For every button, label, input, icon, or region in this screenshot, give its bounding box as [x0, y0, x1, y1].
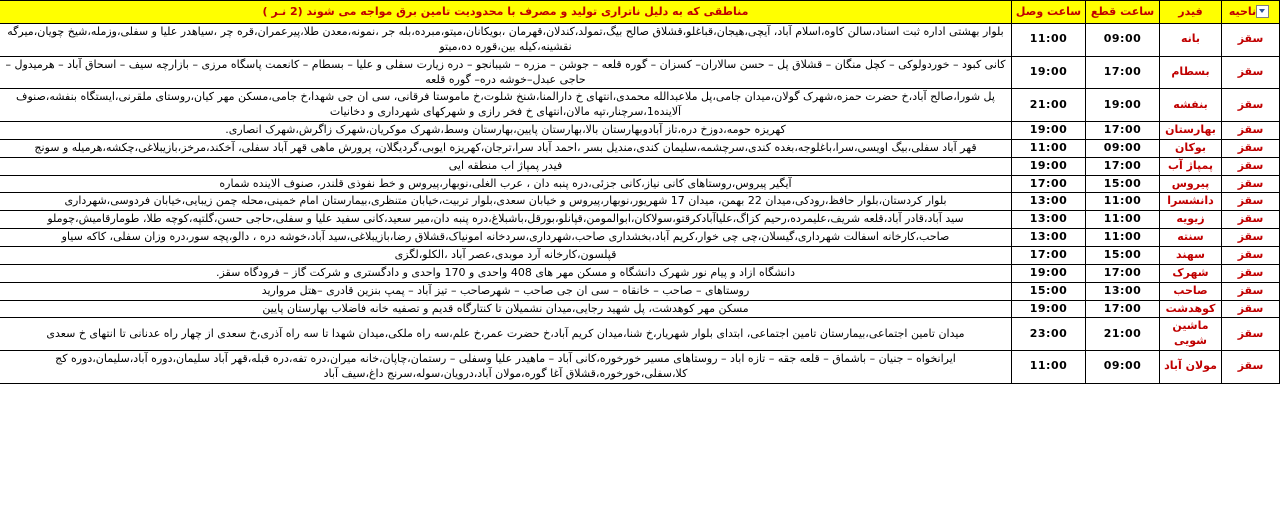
cell-off-time: 11:00	[1086, 193, 1160, 211]
cell-on-time: 17:00	[1012, 246, 1086, 264]
cell-areas: فیدر پمپاژ اب منطقه ایی	[0, 157, 1012, 175]
cell-feeder: دانشسرا	[1160, 193, 1222, 211]
cell-areas: صاحب،کارخانه اسفالت شهرداری،گیسلان،چی چی خوار،کریم آباد،بخشداری صاحب،شهرداری،سردخانه امونیاک،قشلاق رضا،بازیبلاغی،سید آباد،خوشه دره ، دالو،پچه سور،دره وزان سفلی، کاکه سیاو	[0, 229, 1012, 247]
cell-zone: سقز	[1222, 89, 1280, 122]
cell-areas: مسکن مهر کوهدشت، پل شهید رجایی،میدان نشمیلان تا کنتارگاه قدیم و تصفیه خانه فاضلاب بهارستان پایین	[0, 300, 1012, 318]
table-row	[0, 351, 1280, 384]
cell-zone: سقز	[1222, 193, 1280, 211]
table-row	[0, 282, 1280, 300]
cell-off-time: 11:00	[1086, 211, 1160, 229]
cell-feeder: شهرک	[1160, 264, 1222, 282]
cell-on-time: 19:00	[1012, 157, 1086, 175]
cell-zone: سقز	[1222, 175, 1280, 193]
cell-off-time: 15:00	[1086, 175, 1160, 193]
table-row	[0, 193, 1280, 211]
cell-on-time: 17:00	[1012, 175, 1086, 193]
table-row	[0, 246, 1280, 264]
table-row	[0, 122, 1280, 140]
cell-on-time: 11:00	[1012, 351, 1086, 384]
cell-feeder: کوهدشت	[1160, 300, 1222, 318]
table-body	[0, 24, 1280, 384]
table-row	[0, 264, 1280, 282]
table-row	[0, 318, 1280, 351]
cell-feeder: زیویه	[1160, 211, 1222, 229]
cell-on-time: 19:00	[1012, 264, 1086, 282]
cell-zone: سقز	[1222, 318, 1280, 351]
cell-off-time: 17:00	[1086, 300, 1160, 318]
cell-zone: سقز	[1222, 122, 1280, 140]
cell-areas: روستاهای – صاحب – خانقاه – سی ان جی صاحب – شهرصاحب – تیز آباد – پمپ بنزین قادری –هتل مروارید	[0, 282, 1012, 300]
cell-off-time: 09:00	[1086, 351, 1160, 384]
cell-on-time: 11:00	[1012, 139, 1086, 157]
table-row	[0, 211, 1280, 229]
cell-areas: پل شورا،صالح آباد،خ حضرت حمزه،شهرک گولان،میدان جامی،پل ملاعبدالله محمدی،انتهای خ دارالمنا،شنخ شلوت،خ ماموستا فرقانی، سی ان جی شهدا،خ جامی،مسکن مهر کیان،روستای ملقرنی،ایستگاه بنفشه،صنوف آلاینده1،سرچنار،تپه مالان،انتهای خ فخر رازی و شهرکهای شهرداری و دخانیات	[0, 89, 1012, 122]
cell-feeder: بوکان	[1160, 139, 1222, 157]
cell-feeder: بسطام	[1160, 56, 1222, 89]
cell-off-time: 17:00	[1086, 264, 1160, 282]
cell-zone: سقز	[1222, 300, 1280, 318]
cell-areas: کهریزه حومه،دوزخ دره،تاز آبادوبهارستان بالا،بهارستان پایین،بهارستان وسط،شهرک موکریان،شهرک زاگرش،شهرک انصاری.	[0, 122, 1012, 140]
cell-off-time: 17:00	[1086, 56, 1160, 89]
cell-off-time: 09:00	[1086, 24, 1160, 57]
cell-zone: سقز	[1222, 211, 1280, 229]
cell-on-time: 19:00	[1012, 122, 1086, 140]
cell-on-time: 19:00	[1012, 300, 1086, 318]
cell-on-time: 13:00	[1012, 211, 1086, 229]
table-row	[0, 89, 1280, 122]
table-row	[0, 24, 1280, 57]
table-row	[0, 300, 1280, 318]
header-on-time[interactable]: ساعت وصل	[1012, 1, 1086, 24]
cell-areas: کانی کبود – خوردولوکی – کچل منگان – قشلاق پل – حسن سالاران– کسزان – گوره قلعه – جوشن – مزره – شیبانجو – دره زیارت سفلی و علیا – بسطام – کانعمت پاسگاه مرزی – بازارچه سیف – اسحاق آباد – هرمیدول – حاجی عبدل–خوشه دره– گوره قلعه	[0, 56, 1012, 89]
cell-on-time: 13:00	[1012, 229, 1086, 247]
cell-zone: سقز	[1222, 264, 1280, 282]
cell-off-time: 09:00	[1086, 139, 1160, 157]
table-row	[0, 229, 1280, 247]
cell-areas: دانشگاه ازاد و پیام نور شهرک دانشگاه و مسکن مهر های 408 واحدی و 170 واحدی و دادگستری و شرکت گاز – فرودگاه سقز.	[0, 264, 1012, 282]
filter-dropdown-icon[interactable]	[1256, 5, 1269, 18]
cell-feeder: پمپاژ آب	[1160, 157, 1222, 175]
cell-on-time: 19:00	[1012, 56, 1086, 89]
cell-feeder: صاحب	[1160, 282, 1222, 300]
cell-feeder: بهارستان	[1160, 122, 1222, 140]
cell-zone: سقز	[1222, 157, 1280, 175]
cell-zone: سقز	[1222, 282, 1280, 300]
cell-feeder: پیروس	[1160, 175, 1222, 193]
header-row	[0, 1, 1280, 24]
cell-areas: سید آباد،قادر آباد،قلعه شریف،علیمرده،رحیم کزاگ،علیاآبادکرقتو،سولاکان،ابوالمومن،قپانلو،بورقل،باشبلاغ،دره پنبه دان،میر سعید،کانی سفید علیا و سفلی،حاجی حسن،گلتپه،کوچه طلا، طومارقامیش،چوملو	[0, 211, 1012, 229]
table-row	[0, 56, 1280, 89]
cell-off-time: 13:00	[1086, 282, 1160, 300]
cell-off-time: 19:00	[1086, 89, 1160, 122]
header-off-time[interactable]: ساعت قطع	[1086, 1, 1160, 24]
cell-areas: بلوار کردستان،بلوار حافظ،رودکی،میدان 22 بهمن، میدان 17 شهریور،نوبهار،پیروس و خیابان سعدی،بلوار تربیت،خیابان متنظری،بیمارستان امام خمینی،محله چمن زیبایی،خیابان فردوسی،شهرداری	[0, 193, 1012, 211]
cell-on-time: 13:00	[1012, 193, 1086, 211]
cell-feeder: سهند	[1160, 246, 1222, 264]
cell-zone: سقز	[1222, 246, 1280, 264]
cell-off-time: 17:00	[1086, 122, 1160, 140]
cell-on-time: 23:00	[1012, 318, 1086, 351]
cell-on-time: 21:00	[1012, 89, 1086, 122]
cell-areas: بلوار بهشتی اداره ثبت اسناد،سالن کاوه،اسلام آباد، آیچی،هیجان،قباغلو،قشلاق صالح بیگ،تمولد،کندلان،قهرمان ،بویکانان،میتو،مبرده،بله جر ،نمونه،معدن طلا،پیرعمران،قره چر ،سیاهدر علیا و سفلی،وزمله،شیخ چویان،میرگه نقشینه،کیله بین،قوره ده،میتو	[0, 24, 1012, 57]
table-row	[0, 175, 1280, 193]
cell-areas: میدان تامین اجتماعی،بیمارستان تامین اجتماعی، ابتدای بلوار شهریار،خ شنا،میدان کریم آباد،خ حضرت عمر،خ علم،سه راه ملکی،میدان شهدا تا سه راه آذری،خ سعدی از چهار راه عدنانی تا انتهای خ سعدی	[0, 318, 1012, 351]
cell-off-time: 21:00	[1086, 318, 1160, 351]
cell-on-time: 11:00	[1012, 24, 1086, 57]
header-areas[interactable]: مناطقی که به دلیل ناتراری تولید و مصرف با محدودیت تامین برق مواجه می شوند (2 نـر )	[0, 1, 1012, 24]
cell-areas: قهر آباد سفلی،بیگ اویسی،سرا،باغلوجه،بغده کندی،سرچشمه،سلیمان کندی،مندیل بسر ،احمد آباد سرا،ترجان،کهریزه ایوبی،گردیگلان، پرورش ماهی قهر آباد سفلی، آخکند،مرخز،بازیبلاغی،چکشه،هرمیله و سونج	[0, 139, 1012, 157]
cell-zone: سقز	[1222, 56, 1280, 89]
cell-feeder: سنته	[1160, 229, 1222, 247]
header-zone[interactable]	[1222, 1, 1280, 24]
header-zone-label: ناحیه	[1228, 4, 1257, 18]
cell-zone: سقز	[1222, 139, 1280, 157]
cell-areas: ایرانخواه – جنیان – باشماق – قلعه جقه – تازه اباد – روستاهای مسیر خورخوره،کانی آباد – ماهیدر علیا وسفلی – رستمان،چاپان،خانه میران،دره تفه،دره قبله،قهر آباد سلیمان،دوره آباد،سلیمان،دوره کج کلا،سفلی،خورخوره،قشلاق آغا گوره،مولان آباد،درویان،سوله،سرنج داغ،سیف آباد	[0, 351, 1012, 384]
cell-on-time: 15:00	[1012, 282, 1086, 300]
cell-zone: سقز	[1222, 351, 1280, 384]
cell-feeder: بنفشه	[1160, 89, 1222, 122]
table-row	[0, 139, 1280, 157]
cell-off-time: 11:00	[1086, 229, 1160, 247]
cell-zone: سقز	[1222, 229, 1280, 247]
cell-off-time: 15:00	[1086, 246, 1160, 264]
cell-areas: قپلسون،کارخانه آرد موبدی،عصر آباد ،الکلو،لگزی	[0, 246, 1012, 264]
cell-zone: سقز	[1222, 24, 1280, 57]
table-row	[0, 157, 1280, 175]
cell-feeder: ماشین شویی	[1160, 318, 1222, 351]
cell-areas: آیگیر پیروس،روستاهای کانی نیاز،کانی جزئی،دره پنبه دان ، عرب الغلی،نوبهار،پیروس و خط نفوذی قلندر، صنوف الاینده شماره	[0, 175, 1012, 193]
table-header	[0, 1, 1280, 24]
cell-feeder: مولان آباد	[1160, 351, 1222, 384]
cell-off-time: 17:00	[1086, 157, 1160, 175]
header-feeder[interactable]: فیدر	[1160, 1, 1222, 24]
cell-feeder: بانه	[1160, 24, 1222, 57]
